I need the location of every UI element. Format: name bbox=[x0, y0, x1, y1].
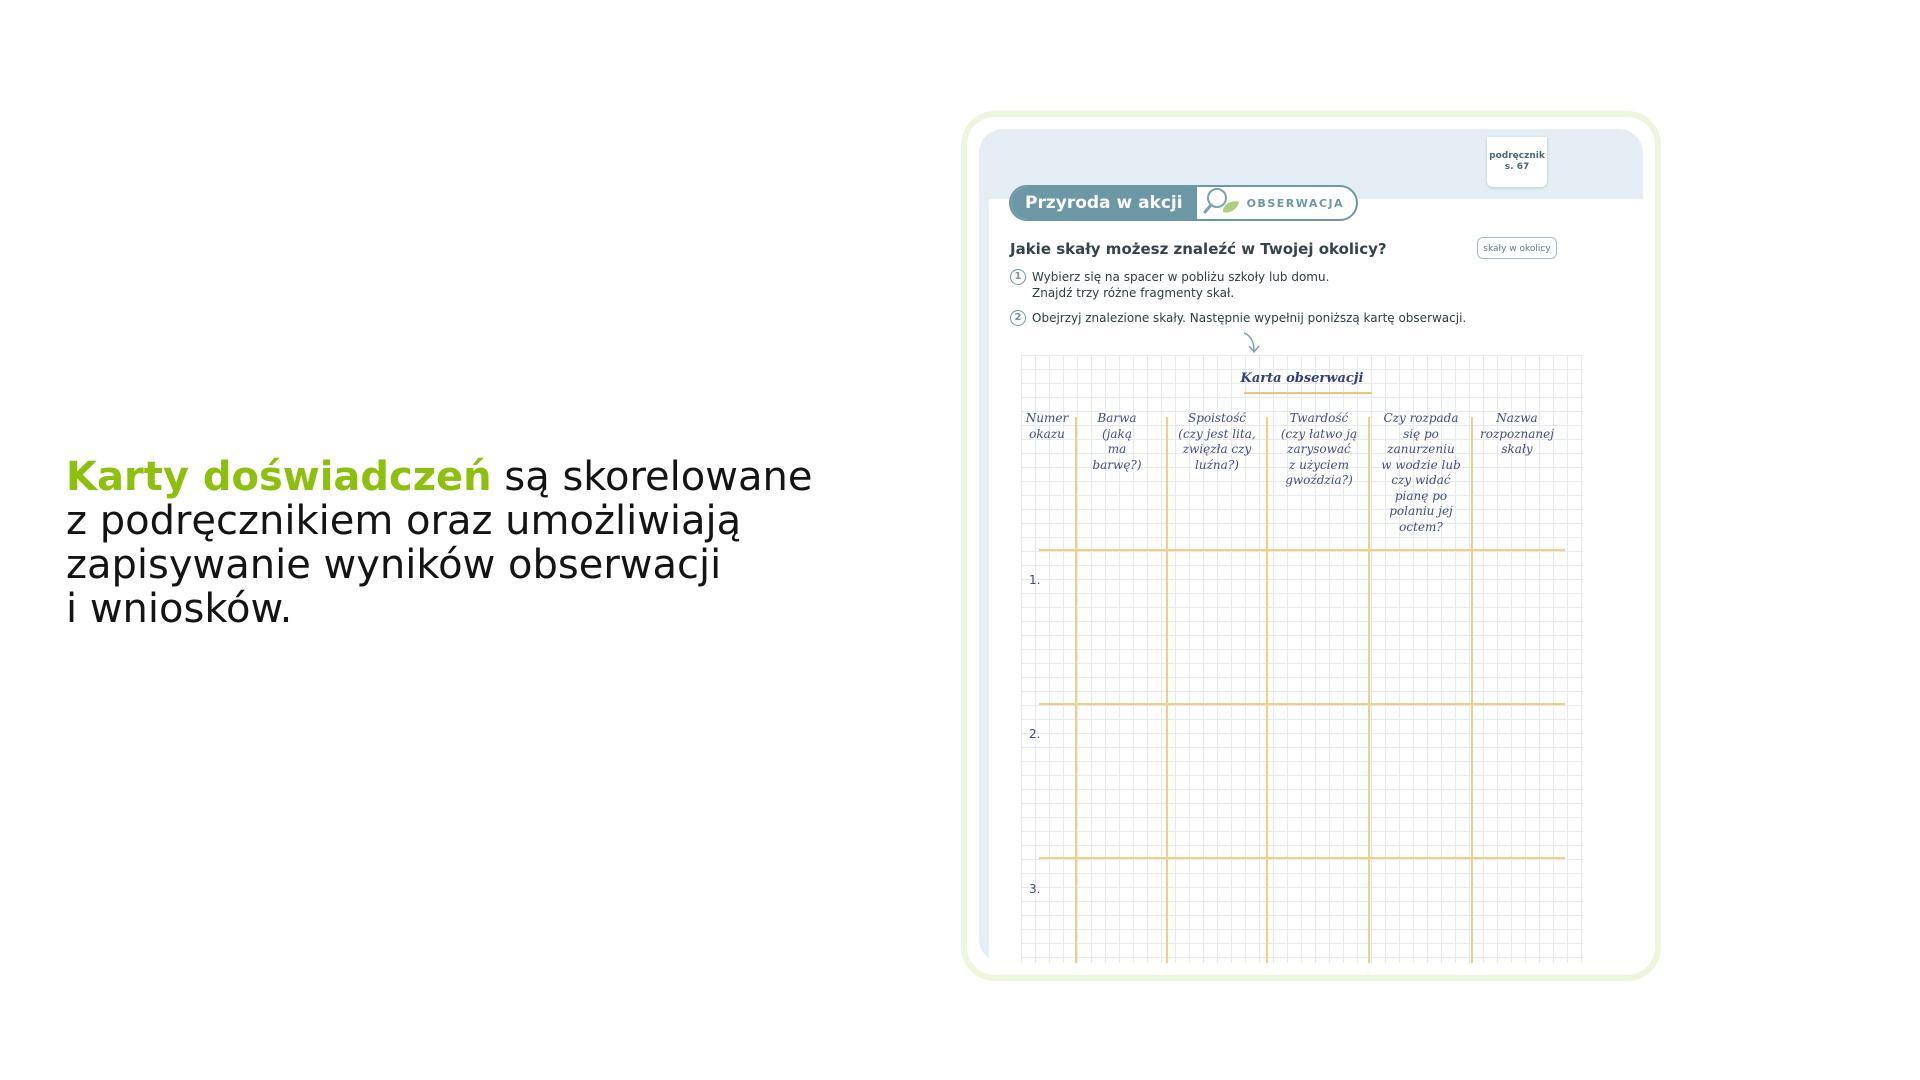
caption-line-2: z podręcznikiem oraz umożliwiają bbox=[66, 498, 742, 544]
step-number: 2 bbox=[1010, 310, 1026, 326]
caption-line-1 bbox=[66, 455, 846, 499]
caption-line-1-rest: są skorelowane bbox=[491, 454, 813, 500]
step-1-line-2: Znajdź trzy różne fragmenty skał. bbox=[1032, 286, 1235, 300]
column-divider bbox=[1471, 417, 1473, 963]
observation-card bbox=[1021, 355, 1583, 963]
step-1-line-1: Wybierz się na spacer w pobliżu szkoły lub domu. bbox=[1032, 270, 1330, 284]
column-divider bbox=[1075, 417, 1077, 963]
section-pill bbox=[1009, 185, 1358, 221]
step-1 bbox=[1010, 269, 1329, 301]
column-header: Numer okazu bbox=[1025, 411, 1069, 441]
step-2 bbox=[1010, 310, 1466, 326]
page-side-band bbox=[979, 129, 989, 963]
column-divider bbox=[1166, 417, 1168, 963]
row-divider bbox=[1039, 549, 1565, 551]
row-number: 1. bbox=[1029, 573, 1041, 587]
column-header: Twardość (czy łatwo ją zarysować z użyciem gwoździa?) bbox=[1280, 411, 1358, 487]
textbook-label: podręcznik bbox=[1489, 151, 1545, 161]
observation-card-title: Karta obserwacji bbox=[1240, 371, 1364, 386]
row-number: 3. bbox=[1029, 882, 1041, 896]
step-number: 1 bbox=[1010, 269, 1026, 285]
caption-text bbox=[66, 455, 846, 631]
caption-highlight: Karty doświadczeń bbox=[66, 454, 492, 500]
section-type-label: OBSERWACJA bbox=[1246, 196, 1345, 210]
textbook-reference-tag bbox=[1487, 137, 1547, 187]
column-header: Barwa (jaką ma barwę?) bbox=[1092, 411, 1142, 472]
textbook-page: s. 67 bbox=[1504, 162, 1530, 172]
column-header: Nazwa rozpoznanej skały bbox=[1480, 411, 1554, 456]
section-label: Przyroda w akcji bbox=[1011, 187, 1197, 219]
caption-line-4: i wniosków. bbox=[66, 586, 293, 632]
column-divider bbox=[1266, 417, 1268, 963]
worksheet-page bbox=[979, 129, 1643, 963]
magnifier-leaf-icon bbox=[1201, 186, 1241, 220]
question-heading: Jakie skały możesz znaleźć w Twojej okolicy? bbox=[1010, 240, 1387, 258]
column-divider bbox=[1368, 417, 1370, 963]
caption-line-3: zapisywanie wyników obserwacji bbox=[66, 542, 722, 588]
column-header: Czy rozpada się po zanurzeniu w wodzie lub czy widać pianę po polaniu jej octem? bbox=[1381, 411, 1461, 534]
row-divider bbox=[1039, 703, 1565, 705]
section-type bbox=[1197, 187, 1356, 219]
step-2-line-1: Obejrzyj znalezione skały. Następnie wypełnij poniższą kartę obserwacji. bbox=[1032, 311, 1467, 325]
tablet-frame bbox=[961, 111, 1661, 981]
row-number: 2. bbox=[1029, 727, 1041, 741]
column-header: Spoistość (czy jest lita, zwięzła czy luźna?) bbox=[1178, 411, 1256, 472]
title-underline bbox=[1244, 392, 1372, 394]
row-divider bbox=[1039, 857, 1565, 859]
topic-link-button[interactable]: skały w okolicy bbox=[1477, 237, 1557, 259]
